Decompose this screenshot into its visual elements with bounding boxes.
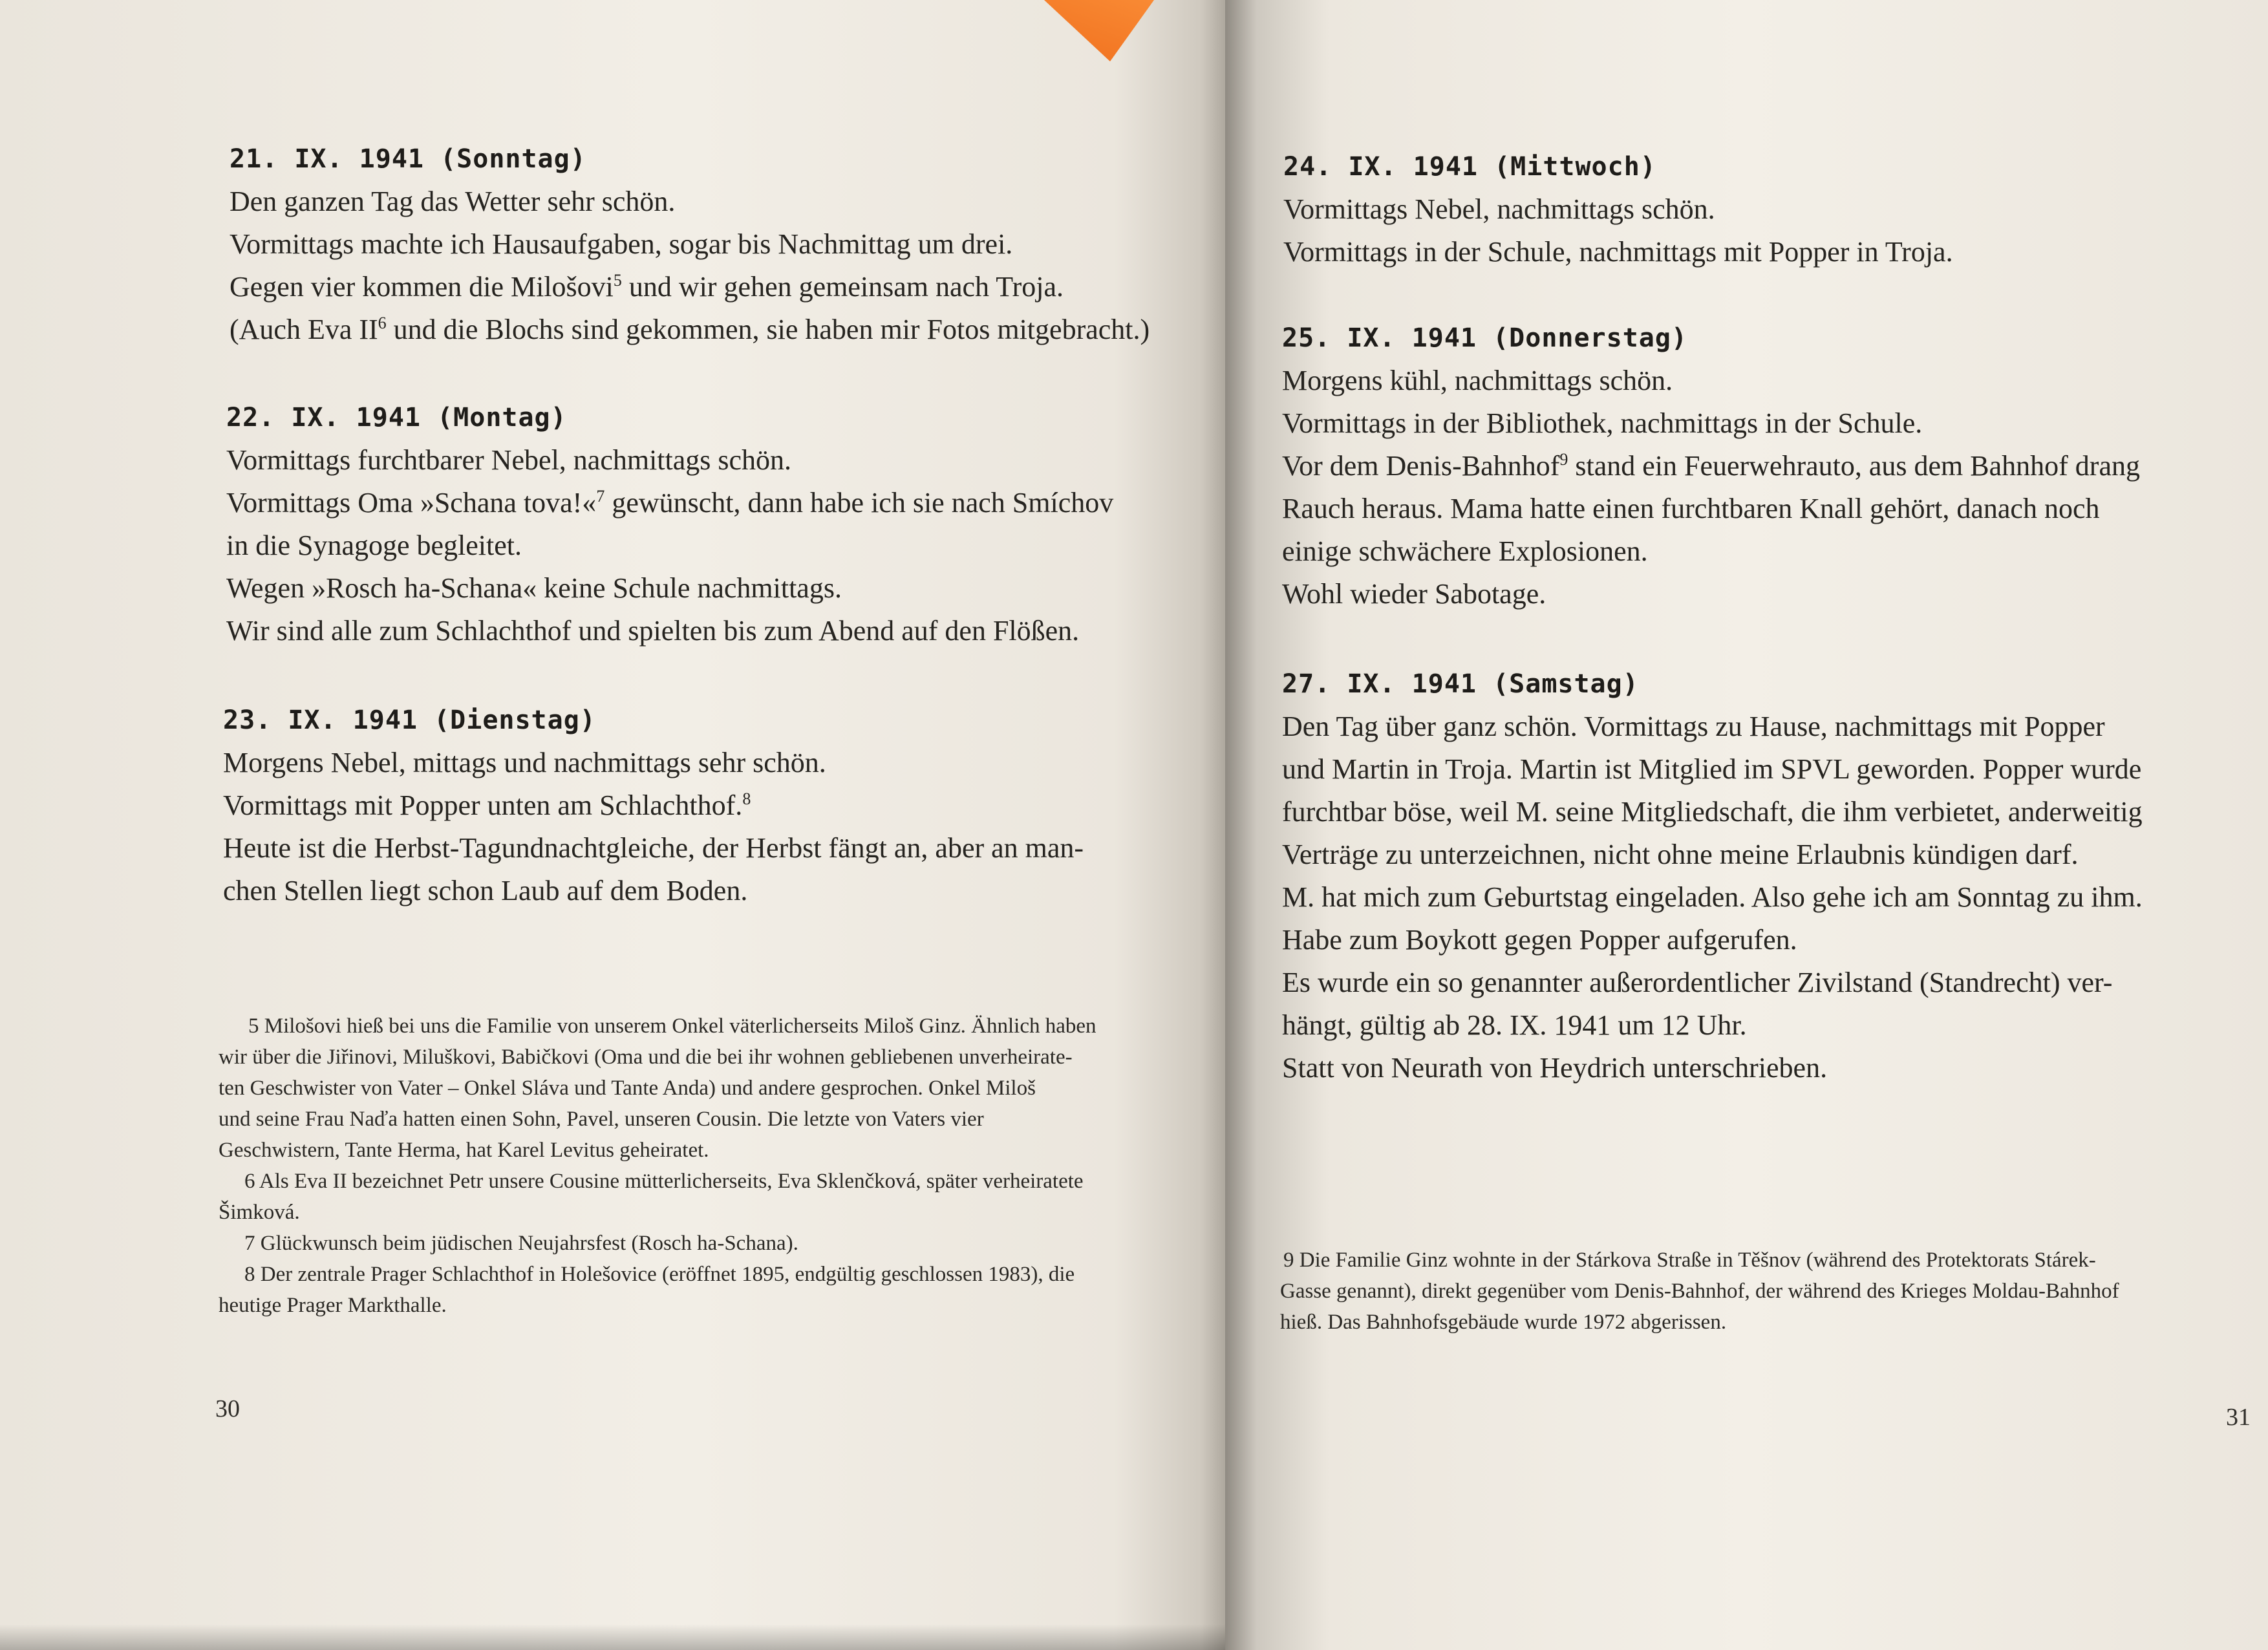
entry-line: und Martin in Troja. Martin ist Mitglied im SPVL geworden. Popper wurde (1282, 753, 2142, 785)
page-number: 30 (215, 1395, 240, 1422)
diary-entry-21 (230, 138, 1150, 351)
entry-date: 27. IX. 1941 (Samstag) (1282, 669, 1639, 699)
entry-line: furchtbar böse, weil M. seine Mitgliedschaft, die ihm verbietet, anderweitig (1282, 796, 2143, 828)
diary-entry-24 (1283, 145, 1953, 273)
footnote-mark: 8 (742, 789, 751, 808)
entry-line: Verträge zu unterzeichnen, nicht ohne meine Erlaubnis kündigen darf. (1282, 839, 2079, 870)
footnotes-right (1280, 1245, 2119, 1338)
entry-date: 24. IX. 1941 (Mittwoch) (1283, 152, 1656, 182)
diary-entry-27 (1282, 663, 2143, 1089)
entry-date: 25. IX. 1941 (Donnerstag) (1282, 323, 1688, 353)
bookmark-ribbon (1044, 0, 1154, 61)
footnote-mark: 5 (613, 271, 622, 290)
entry-line: Vor dem Denis-Bahnhof$^9$ stand ein Feuerwehrauto, aus dem Bahnhof drang (1282, 450, 2140, 482)
entry-date: 21. IX. 1941 (Sonntag) (230, 144, 586, 174)
entry-line: einige schwächere Explosionen. (1282, 535, 1648, 567)
entry-line: Statt von Neurath von Heydrich unterschrieben. (1282, 1052, 1828, 1084)
right-page (1225, 0, 2268, 1650)
entry-line: Morgens kühl, nachmittags schön. (1282, 365, 1673, 396)
footnote-line: 5 Milošovi hieß bei uns die Familie von unserem Onkel väterlicherseits Miloš Ginz. Ähnlich haben (248, 1014, 1097, 1038)
footnote-line: und seine Frau Naďa hatten einen Sohn, Pavel, unseren Cousin. Die letzte von Vaters vier (219, 1108, 984, 1131)
entry-line: Rauch heraus. Mama hatte einen furchtbaren Knall gehört, danach noch (1282, 493, 2100, 524)
entry-line: Gegen vier kommen die Milošovi$^5$ und wir gehen gemeinsam nach Troja. (230, 271, 1064, 303)
footnote-line: wir über die Jiřinovi, Miluškovi, Babičkovi (Oma und die bei ihr wohnen gebliebenen unverheirate- (219, 1045, 1073, 1069)
entry-line: Vormittags mit Popper unten am Schlachthof.$^8$ (223, 789, 751, 821)
entry-line: Wohl wieder Sabotage. (1282, 578, 1546, 610)
footnote-line: 8 Der zentrale Prager Schlachthof in Holešovice (eröffnet 1895, endgültig geschlossen 1983), die (244, 1263, 1075, 1286)
page-number: 31 (2226, 1404, 2251, 1431)
footnote-line: 6 Als Eva II bezeichnet Petr unsere Cousine mütterlicherseits, Eva Sklenčková, später verheiratete (244, 1170, 1084, 1193)
entry-line: (Auch Eva $II^6$ und die Blochs sind gekommen, sie haben mir Fotos mitgebracht.) (230, 314, 1150, 345)
entry-line: Vormittags Oma »Schana tova!«$^7$ gewünscht, dann habe ich sie nach Smíchov (226, 487, 1114, 519)
page-shadow (0, 1624, 1238, 1650)
footnote-line: Šimková. (219, 1201, 300, 1224)
footnote-mark: 7 (596, 487, 605, 506)
entry-line: Den ganzen Tag das Wetter sehr schön. (230, 186, 676, 217)
entry-line: Habe zum Boykott gegen Popper aufgerufen. (1282, 924, 1797, 956)
entry-line: Vormittags in der Schule, nachmittags mit Popper in Troja. (1283, 236, 1953, 268)
footnote-line: 7 Glückwunsch beim jüdischen Neujahrsfest (Rosch ha-Schana). (244, 1232, 798, 1255)
entry-line: Vormittags furchtbarer Nebel, nachmittags schön. (226, 444, 792, 476)
entry-line: M. hat mich zum Geburtstag eingeladen. Also gehe ich am Sonntag zu ihm. (1282, 881, 2143, 913)
entry-date: 22. IX. 1941 (Montag) (226, 403, 567, 433)
entry-line: hängt, gültig ab 28. IX. 1941 um 12 Uhr. (1282, 1009, 1747, 1041)
entry-date: 23. IX. 1941 (Dienstag) (223, 705, 596, 735)
footnote-line: 9 Die Familie Ginz wohnte in der Stárkova Straße in Těšnov (während des Protektorats Stárek- (1283, 1248, 2096, 1272)
entry-line: Wir sind alle zum Schlachthof und spielten bis zum Abend auf den Flößen. (226, 615, 1080, 647)
entry-line: Morgens Nebel, mittags und nachmittags sehr schön. (223, 747, 826, 778)
entry-line: Es wurde ein so genannter außerordentlicher Zivilstand (Standrecht) ver- (1282, 967, 2113, 998)
diary-entry-22 (226, 396, 1113, 652)
entry-line: Vormittags machte ich Hausaufgaben, sogar bis Nachmittag um drei. (230, 228, 1013, 260)
footnote-mark: 9 (1559, 450, 1568, 469)
entry-line: Heute ist die Herbst-Tagundnachtgleiche, der Herbst fängt an, aber an man- (223, 832, 1084, 864)
footnote-line: Gasse genannt), direkt gegenüber vom Denis-Bahnhof, der während des Krieges Moldau-Bahnhof (1280, 1280, 2119, 1303)
entry-line: Vormittags in der Bibliothek, nachmittags in der Schule. (1282, 407, 1923, 439)
entry-line: in die Synagoge begleitet. (226, 530, 522, 561)
footnote-line: Geschwistern, Tante Herma, hat Karel Levitus geheiratet. (219, 1139, 709, 1162)
entry-line: Vormittags Nebel, nachmittags schön. (1283, 193, 1715, 225)
footnotes-left (219, 1011, 1097, 1321)
footnote-mark: 6 (378, 314, 387, 332)
entry-line: chen Stellen liegt schon Laub auf dem Boden. (223, 875, 748, 906)
footnote-line: ten Geschwister von Vater – Onkel Sláva und Tante Anda) und andere gesprochen. Onkel Miloš (219, 1077, 1036, 1100)
entry-line: Den Tag über ganz schön. Vormittags zu Hause, nachmittags mit Popper (1282, 711, 2105, 742)
entry-line: Wegen »Rosch ha-Schana« keine Schule nachmittags. (226, 572, 842, 604)
footnote-line: heutige Prager Markthalle. (219, 1294, 447, 1317)
footnote-line: hieß. Das Bahnhofsgebäude wurde 1972 abgerissen. (1280, 1311, 1727, 1334)
diary-entry-23 (223, 699, 1084, 912)
diary-entry-25 (1282, 317, 2140, 616)
